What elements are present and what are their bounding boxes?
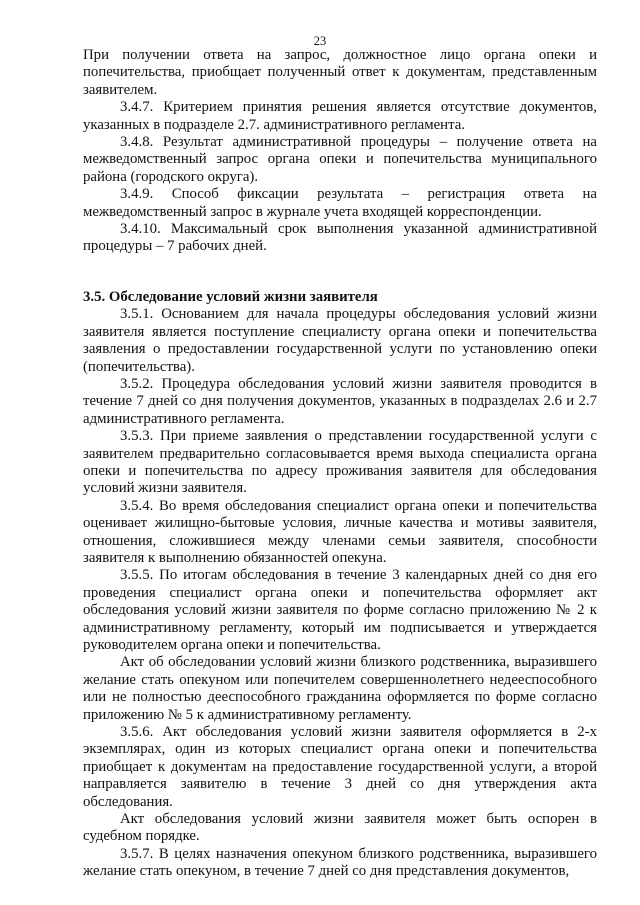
paragraph-3-5-3: 3.5.3. При приеме заявления о представлении государственной услуги с заявителем предварительно согласовывается время выхода специалиста органа опеки и попечительства по адресу проживания заявителя для обследования условий жизни заявителя. [83,428,597,497]
paragraph-3-4-10: 3.4.10. Максимальный срок выполнения указанной административной процедуры – 7 рабочих дней. [83,221,597,255]
paragraph-act-relative: Акт об обследовании условий жизни близкого родственника, выразившего желание стать опекуном или попечителем совершеннолетнего недееспособного или не полностью дееспособного гражданина оформляется по форме согласно приложению № 5 к административному регламенту. [83,654,597,723]
paragraph-3-4-9: 3.4.9. Способ фиксации результата – регистрация ответа на межведомственный запрос в журнале учета входящей корреспонденции. [83,186,597,220]
paragraph-3-5-2: 3.5.2. Процедура обследования условий жизни заявителя проводится в течение 7 дней со дня получения документов, указанных в подразделах 2.6 и 2.7 административного регламента. [83,375,597,427]
document-body [83,47,597,881]
paragraph-3-5-5: 3.5.5. По итогам обследования в течение 3 календарных дней со дня его проведения специалист органа опеки и попечительства оформляет акт обследования условий жизни заявителя по форме согласно приложению № 2 к административному регламенту, который им подписывается и утверждается руководителем органа опеки и попечительства. [83,567,597,653]
section-heading-3-5: 3.5. Обследование условий жизни заявителя [83,288,378,305]
paragraph-3-4-8: 3.4.8. Результат административной процедуры – получение ответа на межведомственный запрос органа опеки и попечительства муниципального района (городского округа). [83,134,597,185]
paragraph-3-5-6: 3.5.6. Акт обследования условий жизни заявителя оформляется в 2-х экземплярах, один из которых специалист органа опеки и попечительства приобщает к документам на предоставление государственной услуги, а второй направляется заявителю в течение 3 дней со дня утверждения акта обследования. [83,724,597,810]
paragraph-3-4-7: 3.4.7. Критерием принятия решения является отсутствие документов, указанных в подразделе 2.7. административного регламента. [83,99,597,133]
paragraph-3-5-4: 3.5.4. Во время обследования специалист органа опеки и попечительства оценивает жилищно-бытовые условия, личные качества и мотивы заявителя, отношения, сложившиеся между членами семьи заявителя, способности заявителя к выполнению обязанностей опекуна. [83,497,597,566]
page-number: 23 [313,34,327,48]
paragraph-continuation: При получении ответа на запрос, должностное лицо органа опеки и попечительства, приобщает полученный ответ к документам, представленным заявителем. [83,47,597,98]
paragraph-3-5-1: 3.5.1. Основанием для начала процедуры обследования условий жизни заявителя является поступление специалисту органа опеки и попечительства заявления о предоставлении государственной услуги по установлению опеки (попечительства). [83,306,597,375]
paragraph-3-5-7: 3.5.7. В целях назначения опекуном близкого родственника, выразившего желание стать опекуном, в течение 7 дней со дня представления документов, [83,845,597,880]
paragraph-act-appeal: Акт обследования условий жизни заявителя может быть оспорен в судебном порядке. [83,811,597,845]
